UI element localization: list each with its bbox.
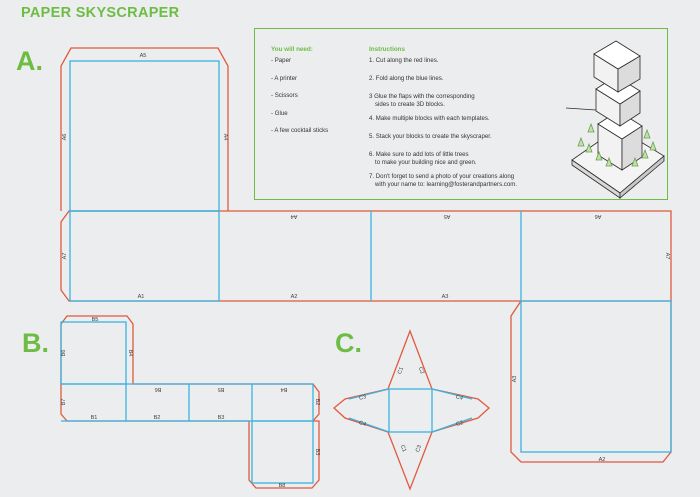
label-a5-top: A5: [443, 213, 451, 219]
instruction-step: 6. Make sure to add lots of little trees: [369, 151, 469, 158]
instruction-step: 4. Make multiple blocks with each templates.: [369, 115, 490, 122]
label-c1: C1: [398, 444, 407, 454]
label-c3: C3: [358, 394, 367, 402]
tree-icon: [588, 124, 594, 132]
label-b3: B3: [217, 415, 225, 421]
section-b-letter: B.: [22, 328, 49, 358]
cocktail-stick: [566, 108, 596, 110]
instruction-step: to make your building nice and green.: [375, 159, 477, 166]
tree-icon: [644, 130, 650, 138]
template-c-fold-center: [389, 389, 432, 432]
instruction-step: 2. Fold along the blue lines.: [369, 75, 444, 82]
template-a-cut-outline-top: [61, 48, 228, 211]
label-b2: B2: [153, 415, 161, 421]
label-c2: C2: [416, 366, 425, 376]
page-title: PAPER SKYSCRAPER: [21, 5, 180, 21]
label-c4: C4: [357, 420, 367, 428]
instruction-step: sides to create 3D blocks.: [375, 101, 445, 108]
template-a-fold-face-a1: [70, 211, 219, 301]
template-a-cut-outline-bottom: [511, 301, 671, 462]
template-a-cut-outline-strip: [61, 211, 671, 301]
label-b6-left: B6: [61, 349, 67, 357]
label-a4-top: A4: [290, 213, 298, 219]
label-a1: A1: [137, 294, 145, 300]
template-a-fold-top-face: [70, 61, 219, 211]
label-a7-left: A7: [62, 252, 68, 260]
template-c-fold-line: [349, 389, 389, 399]
instruction-step: 3 Glue the flaps with the corresponding: [369, 93, 475, 100]
label-b4-mid: B4: [280, 386, 288, 392]
label-a4: A4: [222, 133, 228, 141]
template-c-fold-line: [432, 418, 472, 432]
template-b-fold-bottom-face: [252, 421, 313, 483]
label-b4-right: B4: [127, 349, 133, 357]
template-c-fold-line: [432, 389, 472, 399]
template-a: [61, 48, 671, 463]
label-a3: A3: [441, 294, 449, 300]
template-b-fold-top-face: [61, 322, 126, 384]
label-a2-bottom: A2: [598, 457, 606, 463]
label-b3-right: B3: [314, 448, 320, 456]
needs-item: - Scissors: [271, 92, 298, 99]
needs-item: - Paper: [271, 57, 291, 64]
template-b-cut-outline: [61, 316, 319, 488]
label-c2: C2: [455, 420, 465, 428]
label-a7-right: A7: [664, 252, 670, 260]
instruction-step: 5. Stack your blocks to create the skyscraper.: [369, 133, 492, 140]
label-a6-top: A6: [594, 213, 602, 219]
instruction-step: 1. Cut along the red lines.: [369, 57, 439, 64]
template-a-fold-bottom-face: [521, 301, 671, 452]
section-c-letter: C.: [335, 328, 362, 358]
template-c: [334, 328, 489, 489]
needs-item: - A few cocktail sticks: [271, 127, 329, 134]
needs-item: - Glue: [271, 109, 288, 117]
label-b8: B8: [278, 483, 286, 489]
template-c-cut-outline: [334, 328, 489, 489]
label-a3-side: A3: [512, 375, 518, 383]
label-c4: C4: [455, 394, 464, 402]
template-c-fold-line: [349, 418, 389, 432]
label-b7-left: B7: [61, 398, 67, 406]
label-a2: A2: [290, 294, 298, 300]
label-c1: C1: [397, 366, 406, 376]
label-b2-right: B2: [314, 398, 320, 406]
skyscraper-model-illustration: [566, 41, 664, 198]
section-a-letter: A.: [16, 46, 43, 76]
label-b1: B1: [90, 415, 98, 421]
needs-item: - A printer: [271, 74, 298, 82]
label-a5: A5: [139, 53, 147, 59]
template-b: [61, 316, 320, 489]
label-a6: A6: [62, 133, 68, 141]
label-c3: C3: [415, 444, 424, 454]
needs-heading: You will need:: [271, 46, 313, 53]
instructions-heading: Instructions: [369, 46, 406, 53]
tree-icon: [578, 138, 584, 146]
label-b5-top: B5: [91, 317, 99, 323]
label-b5-mid: B5: [217, 386, 225, 392]
instruction-step: 7. Don't forget to send a photo of your creations along: [369, 173, 515, 180]
instruction-step: with your name to: learning@fosterandpartners.com.: [375, 181, 518, 188]
tree-icon: [650, 142, 656, 150]
label-b6-top: B6: [154, 386, 162, 392]
